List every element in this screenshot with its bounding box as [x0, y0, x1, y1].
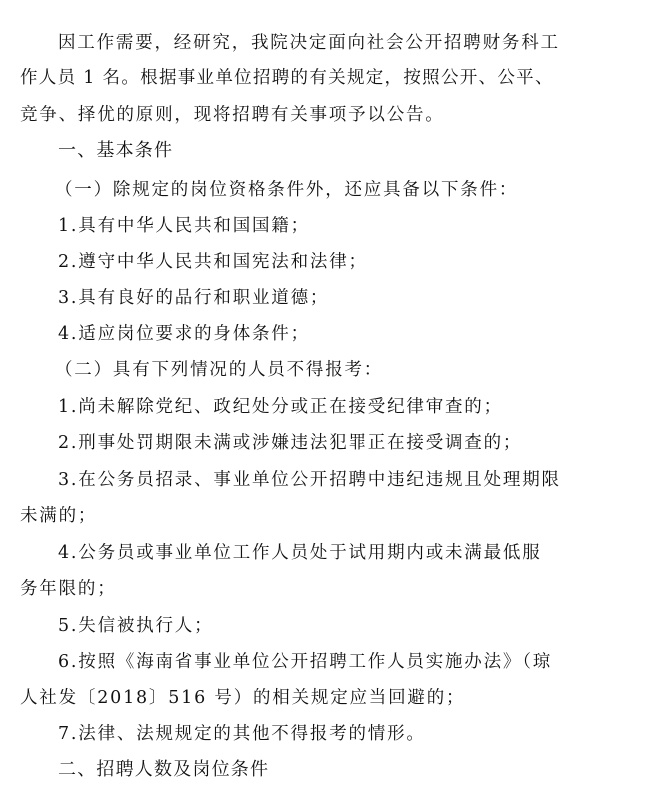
- section-heading-recruitment-positions: 二、招聘人数及岗位条件: [58, 759, 270, 780]
- exclusion-item-7: 7.法律、法规规定的其他不得报考的情形。: [58, 724, 426, 744]
- condition-item-3: 3.具有良好的品行和职业道德；: [58, 288, 330, 308]
- subsection-heading-2: （二）具有下列情况的人员不得报考：: [55, 360, 384, 380]
- exclusion-item-4-line-2: 务年限的；: [20, 579, 117, 599]
- condition-item-2: 2.遵守中华人民共和国宪法和法律；: [58, 252, 368, 272]
- subsection-heading-1: （一）除规定的岗位资格条件外，还应具备以下条件：: [55, 180, 519, 200]
- intro-line-2: 作人员 1 名。根据事业单位招聘的有关规定，按照公开、公平、: [20, 68, 554, 88]
- exclusion-item-3-line-2: 未满的；: [20, 506, 98, 526]
- condition-item-4: 4.适应岗位要求的身体条件；: [58, 324, 310, 344]
- exclusion-item-6-line-2: 人社发〔2018〕516 号）的相关规定应当回避的；: [20, 688, 466, 708]
- exclusion-item-1: 1.尚未解除党纪、政纪处分或正在接受纪律审查的；: [58, 397, 503, 417]
- condition-item-1: 1.具有中华人民共和国国籍；: [58, 216, 310, 236]
- exclusion-item-2: 2.刑事处罚期限未满或涉嫌违法犯罪正在接受调查的；: [58, 433, 523, 453]
- section-heading-basic-conditions: 一、基本条件: [58, 140, 174, 161]
- exclusion-item-4-line-1: 4.公务员或事业单位工作人员处于试用期内或未满最低服: [58, 543, 542, 563]
- exclusion-item-5: 5.失信被执行人；: [58, 616, 214, 636]
- exclusion-item-3-line-1: 3.在公务员招录、事业单位公开招聘中违纪违规且处理期限: [58, 470, 561, 490]
- intro-line-1: 因工作需要，经研究，我院决定面向社会公开招聘财务科工: [58, 33, 560, 53]
- intro-line-3: 竞争、择优的原则，现将招聘有关事项予以公告。: [20, 105, 445, 125]
- exclusion-item-6-line-1: 6.按照《海南省事业单位公开招聘工作人员实施办法》（琼: [58, 652, 553, 672]
